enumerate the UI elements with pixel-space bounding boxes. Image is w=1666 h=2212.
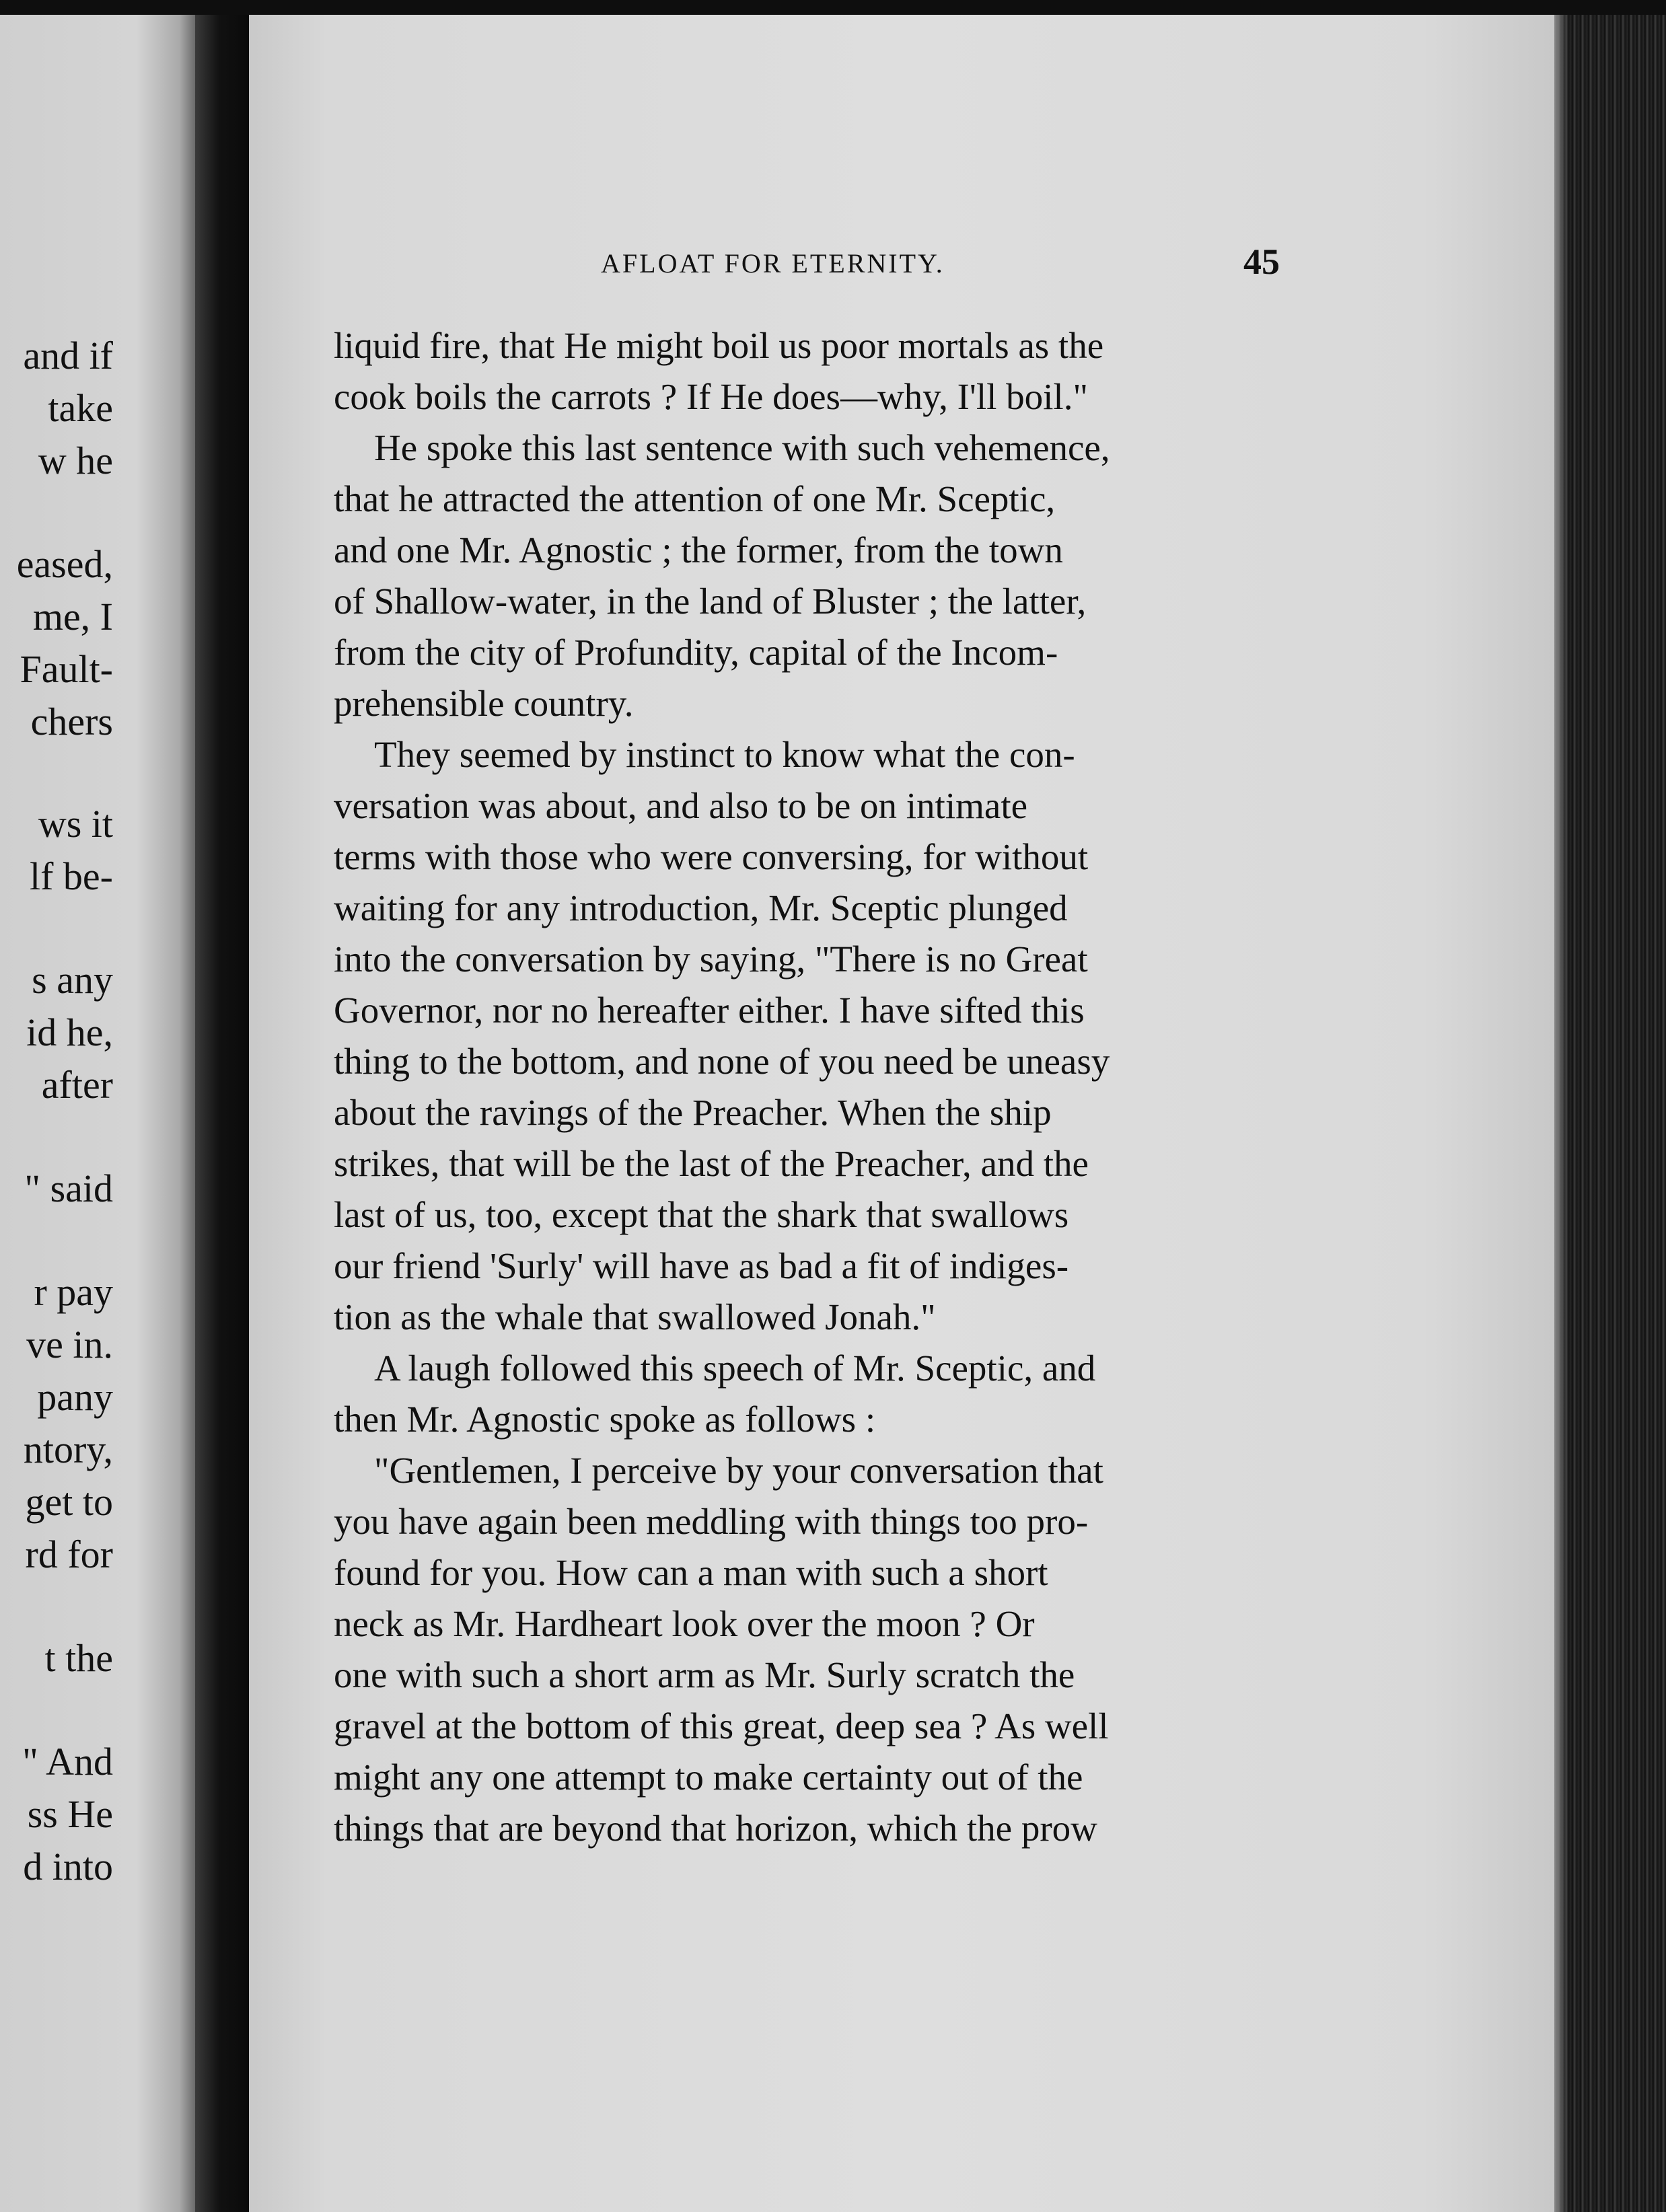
text-line: strikes, that will be the last of the Preacher, and the	[334, 1143, 1089, 1184]
left-fragment: id he,	[26, 1010, 113, 1054]
text-line: of Shallow-water, in the land of Bluster ; the latter,	[334, 581, 1087, 622]
text-line: that he attracted the attention of one Mr. Sceptic,	[334, 478, 1056, 519]
left-page	[0, 15, 195, 2212]
text-line: might any one attempt to make certainty out of the	[334, 1757, 1083, 1798]
text-line: last of us, too, except that the shark that swallows	[334, 1194, 1069, 1235]
text-line: Governor, nor no hereafter either. I have sifted this	[334, 990, 1085, 1031]
text-line: liquid fire, that He might boil us poor mortals as the	[334, 325, 1104, 366]
running-head-title: AFLOAT FOR ETERNITY.	[601, 248, 945, 279]
text-line: waiting for any introduction, Mr. Sceptic plunged	[334, 887, 1068, 928]
text-line: about the ravings of the Preacher. When the ship	[334, 1092, 1052, 1133]
page-number: 45	[1243, 242, 1280, 282]
left-fragment: and if	[23, 334, 113, 377]
book-gutter	[195, 15, 249, 2212]
text-line: tion as the whale that swallowed Jonah."	[334, 1296, 936, 1337]
left-fragment: " And	[22, 1740, 113, 1783]
text-line: things that are beyond that horizon, which the prow	[334, 1808, 1097, 1849]
left-fragment: s any	[32, 958, 113, 1002]
left-fragment: w he	[38, 439, 113, 482]
left-fragment: r pay	[34, 1270, 113, 1314]
left-fragment: ntory,	[23, 1428, 113, 1471]
text-line: our friend 'Surly' will have as bad a fit of indiges-	[334, 1245, 1069, 1286]
text-line: He spoke this last sentence with such vehemence,	[374, 427, 1110, 468]
left-fragment: t the	[44, 1636, 113, 1680]
text-line: gravel at the bottom of this great, deep sea ? As well	[334, 1705, 1109, 1746]
text-line: versation was about, and also to be on intimate	[334, 785, 1028, 826]
text-line: cook boils the carrots ? If He does—why, I'll boil."	[334, 376, 1088, 417]
text-line: terms with those who were conversing, for without	[334, 836, 1089, 877]
text-line: then Mr. Agnostic spoke as follows :	[334, 1399, 876, 1440]
left-fragment: Fault-	[20, 647, 113, 691]
left-fragment: get to	[25, 1480, 113, 1524]
left-fragment: lf be-	[30, 854, 113, 898]
text-line: A laugh followed this speech of Mr. Sceptic, and	[374, 1348, 1096, 1389]
page-fore-edge	[1554, 15, 1666, 2212]
left-fragment: eased,	[16, 542, 113, 586]
left-fragment: d into	[23, 1845, 113, 1888]
left-fragment: pany	[37, 1375, 113, 1419]
left-fragment: ss He	[27, 1792, 113, 1836]
text-line: you have again been meddling with things too pro-	[334, 1501, 1089, 1542]
left-fragment: take	[48, 386, 113, 430]
text-line: They seemed by instinct to know what the con-	[374, 734, 1075, 775]
left-fragment: ws it	[38, 802, 113, 846]
text-line: found for you. How can a man with such a short	[334, 1552, 1048, 1593]
left-fragment: " said	[24, 1167, 113, 1210]
text-line: into the conversation by saying, "There is no Great	[334, 938, 1088, 980]
text-line: thing to the bottom, and none of you need be uneasy	[334, 1041, 1110, 1082]
scan-top-edge	[0, 0, 1666, 15]
left-fragment: ve in.	[26, 1323, 113, 1366]
text-line: prehensible country.	[334, 683, 634, 724]
text-line: neck as Mr. Hardheart look over the moon ? Or	[334, 1603, 1035, 1644]
text-line: one with such a short arm as Mr. Surly scratch the	[334, 1654, 1075, 1695]
text-line: "Gentlemen, I perceive by your conversation that	[374, 1450, 1103, 1491]
text-line: and one Mr. Agnostic ; the former, from the town	[334, 529, 1063, 570]
text-line: from the city of Profundity, capital of the Incom-	[334, 632, 1058, 673]
left-fragment: after	[41, 1063, 113, 1107]
left-fragment: rd for	[25, 1533, 113, 1576]
left-fragment: chers	[30, 700, 113, 743]
left-fragment: me, I	[32, 595, 113, 638]
